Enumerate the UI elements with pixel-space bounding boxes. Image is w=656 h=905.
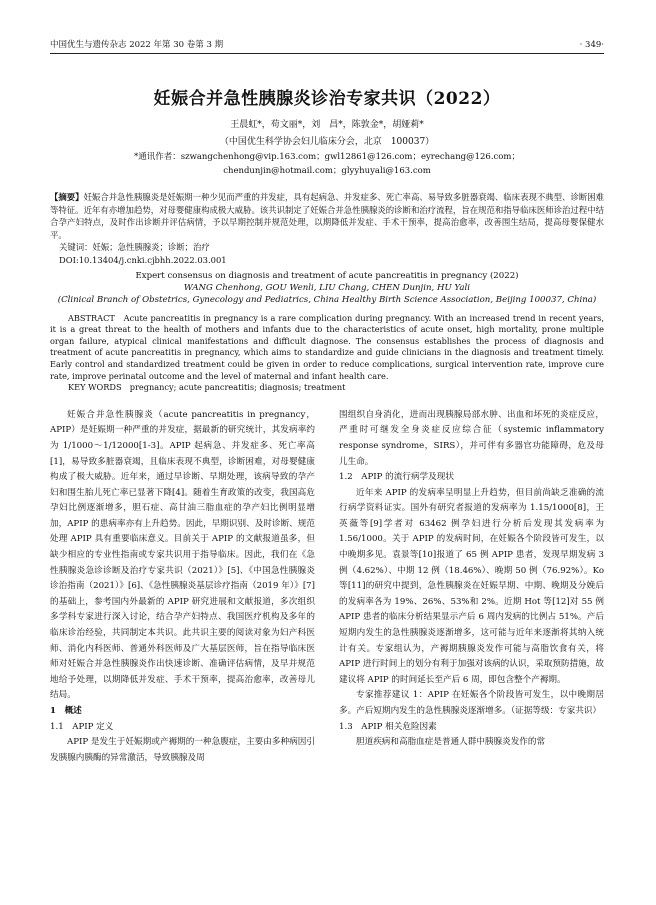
definition-continued: 围组织自身消化，进而出现胰腺局部水肿、出血和坏死的炎症反应，严重时可继发全身炎症反应综合征（systemic inflammatory response syndrome，SIRS），并可伴有多器官功能障碍，危及母儿生命。: [339, 409, 604, 467]
affiliation: （中国优生科学协会妇儿临床分会，北京 100037）: [219, 137, 435, 147]
journal-name: 中国优生与遗传杂志 2022 年第 30 卷第 3 期: [50, 40, 224, 50]
subsection-heading-risk-factors: 1.3 APIP 相关危险因素: [339, 721, 437, 732]
english-affiliation: (Clinical Branch of Obstetrics, Gynecology and Pediatrics, China Healthy Birth Science Association, Beijing 100037, China): [57, 294, 597, 305]
recommendation-1: 专家推荐建议 1：APIP 在妊娠各个阶段皆可发生，以中晚期居多。产后短期内发生的急性胰腺炎逐渐增多。（证据等级：专家共识）: [339, 690, 604, 716]
definition-paragraph: APIP 是发生于妊娠期或产褥期的一种急腹症，主要由多种病因引发胰腺内胰酶的异常激活，导致胰腺及周: [50, 737, 315, 763]
abstract-chinese: [50, 191, 604, 241]
keywords-chinese: 关键词：妊娠；急性胰腺炎；诊断；治疗: [59, 242, 210, 253]
left-column: [50, 408, 315, 767]
english-title: Expert consensus on diagnosis and treatment of acute pancreatitis in pregnancy (2022): [135, 270, 519, 281]
risk-paragraph: 胆道疾病和高脂血症是普通人群中胰腺炎发作的常: [356, 737, 546, 748]
right-column: [339, 408, 604, 767]
intro-paragraph: 妊娠合并急性胰腺炎（acute pancreatitis in pregnancy，APIP）是妊娠期一种严重的并发症，据最新的研究统计，其发病率约为 1/1000～1/12000[1-3]。APIP 起病急、并发症多、死亡率高[1]，易导致多脏器衰竭，且临床表现不典型，诊断困难，对母婴健康构成了极大威胁。近年来，通过早诊断、早期处理，该病导致的孕产妇和围生胎儿死亡率已显著下降[4]。随着生育政策的改变，我国高危孕妇比例逐渐增多，胆石症、高甘油三脂血症的孕产妇比例明显增加，APIP 的患病率亦有上升趋势。因此，早期识别、及时诊断、规范处理 APIP 具有重要临床意义。目前关于 APIP 的文献报道虽多，但缺少相应的专业性指南或专家共识用于指导临床。因此，我们在《急性胰腺炎急诊诊断及治疗专家共识（2021）》[5]、《中国急性胰腺炎诊治指南（2021）》[6]、《急性胰腺炎基层诊疗指南（2019 年）》[7]的基础上，参考国内外最新的 APIP 研究进展和文献报道，多次组织多学科专家进行深入讨论，结合孕产妇特点、我国医疗机构及多年的临床诊治经验，共同制定本共识。此共识主要的阅读对象为妇产科医师、消化内科医师、普通外科医师及广大基层医师，旨在指导临床医师对妊娠合并急性胰腺炎作出快速诊断、准确评估病情，及早并规范地给予处理，以期降低并发症、手术干预率，提高治愈率，改善母儿结局。: [50, 409, 315, 701]
paper-title: 妊娠合并急性胰腺炎诊治专家共识（2022）: [153, 89, 501, 109]
subsection-heading-definition: 1.1 APIP 定义: [50, 721, 114, 732]
running-header: [50, 0, 604, 54]
abstract-text: 妊娠合并急性胰腺炎是妊娠期一种少见而严重的并发症，具有起病急、并发症多、死亡率高、易导致多脏器衰竭、临床表现不典型、诊断困难等特征。近年有亦增加趋势，对母婴健康构成极大威胁。该共识制定了妊娠合并急性胰腺炎的诊断和治疗流程，旨在规范和指导临床医师诊治过程中结合孕产妇特点，及时作出诊断并评估病情，予以早期控制并规范处理，以期降低并发症、手术干预率，提高治愈率，改善围生结局，提高母婴保健水平。: [50, 192, 604, 240]
section-heading-overview: 1 概述: [50, 706, 82, 716]
email-line-2: chendunjin@hotmail.com；glyyhuyali@163.com: [223, 166, 431, 176]
abstract-english: ABSTRACT Acute pancreatitis in pregnancy is a rare complication during pregnancy. With an increased trend in recent years, it is a great threat to the health of mothers and infants due to the characteristics of acute onset, high mortality, prone multiple organ failure, atypical clinical manifestations and difficult diagnose. The consensus establishes the process of diagnosis and treatment of acute pancreatitis in pregnancy, which aims to standardize and guide clinicians in the diagnosis and treatment timely. Early control and standardized treatment could be given in order to reduce complications, surgical intervention rate, improve cure rate, improve perinatal outcome and the level of maternal and infant health care.: [50, 312, 604, 381]
authors: 王晨虹*，苟文丽*，刘 昌*，陈敦金*，胡娅莉*: [230, 120, 424, 130]
page-number: · 349·: [579, 40, 604, 50]
epidemiology-paragraph: 近年来 APIP 的发病率呈明显上升趋势，但目前尚缺乏准确的流行病学资料证实。国外有研究者报道的发病率为 1.15/1000[8]，王英薇等[9]学者对 63462 例孕妇进行分析后发现其发病率为 1.56/1000。关于 APIP 的发病时间，在妊娠各个阶段皆可发生，以中晚期多见。袁景等[10]报道了 65 例 APIP 患者，发现早期发病 3 例（4.62%）、中期 12 例（18.46%）、晚期 50 例（76.92%）。Ko 等[11]的研究中提到，急性胰腺炎在妊娠早期、中期、晚期及分娩后的发病率各为 19%、26%、53%和 2%。近期 Hot 等[12]对 55 例 APIP 患者的临床分析结果显示产后 6 周内发病的比例占 51%。产后短期内发生的急性胰腺炎逐渐增多，这可能与近年来逐渐将其纳入统计有关。专家组认为，产褥期胰腺炎发作可能与高脂饮食有关，将 APIP 进行时间上的划分有利于加强对该病的认识，采取预防措施，故建议将 APIP 的时间延长至产后 6 周，即包含整个产褥期。: [339, 487, 604, 685]
doi: DOI:10.13404/j.cnki.cjbhh.2022.03.001: [59, 254, 227, 265]
abstract-label: 【摘要】: [50, 192, 84, 202]
body-columns: [50, 408, 604, 767]
keywords-english: KEY WORDS pregnancy; acute pancreatitis; diagnosis; treatment: [68, 382, 346, 393]
subsection-heading-epidemiology: 1.2 APIP 的流行病学及现状: [339, 472, 454, 483]
english-authors: WANG Chenhong, GOU Wenli, LIU Chang, CHEN Dunjin, HU Yali: [183, 282, 471, 293]
corresponding-emails: [50, 150, 604, 178]
email-line-1: *通讯作者：szwangchenhong@vip.163.com；gwl12861@126.com；eyrechang@126.com；: [134, 152, 520, 162]
